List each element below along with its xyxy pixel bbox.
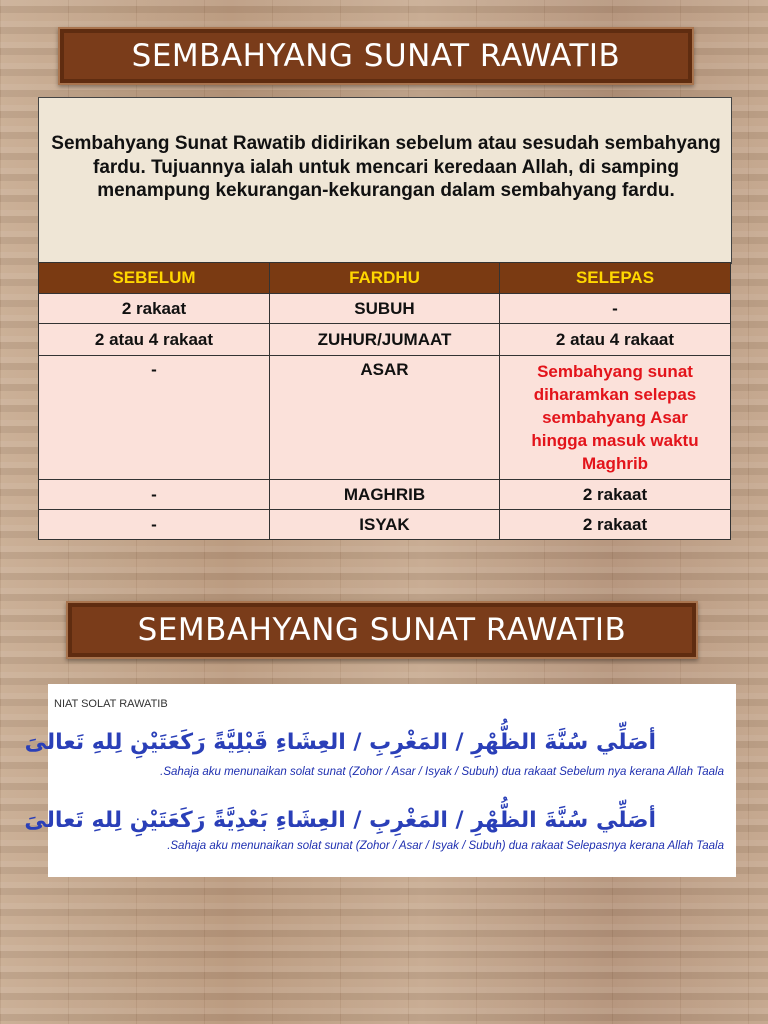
header-selepas: SELEPAS: [500, 263, 731, 294]
cell-fardhu: ZUHUR/JUMAAT: [270, 324, 500, 356]
cell-selepas: 2 atau 4 rakaat: [500, 324, 731, 356]
niat-arabic-qabliyah: أصَلِّي سُنَّةَ الظُّهْرِ / المَغْرِبِ / العِشَاءِ قَبْلِيَّةً رَكَعَتَيْنِ لِلهِ تَعالىَ: [24, 730, 656, 755]
table-row: [39, 324, 731, 356]
cell-fardhu: ASAR: [270, 356, 500, 480]
cell-sebelum: -: [39, 510, 270, 540]
cell-sebelum: 2 rakaat: [39, 294, 270, 324]
cell-selepas: 2 rakaat: [500, 510, 731, 540]
cell-fardhu: SUBUH: [270, 294, 500, 324]
title-banner-top: SEMBAHYANG SUNAT RAWATIB: [58, 27, 694, 85]
niat-translation-badiyah: .Sahaja aku menunaikan solat sunat (Zohor / Asar / Isyak / Subuh) dua rakaat Selepasnya kerana Allah Taala: [167, 840, 724, 852]
header-fardhu: FARDHU: [270, 263, 500, 294]
cell-selepas: 2 rakaat: [500, 480, 731, 510]
title-banner-bottom: SEMBAHYANG SUNAT RAWATIB: [66, 601, 698, 659]
cell-selepas: -: [500, 294, 731, 324]
table-row: [39, 510, 731, 540]
niat-translation-qabliyah: .Sahaja aku menunaikan solat sunat (Zohor / Asar / Isyak / Subuh) dua rakaat Sebelum nya kerana Allah Taala: [160, 766, 724, 778]
niat-title: NIAT SOLAT RAWATIB: [54, 698, 168, 710]
cell-sebelum: 2 atau 4 rakaat: [39, 324, 270, 356]
table-header-row: [39, 263, 731, 294]
intro-text: Sembahyang Sunat Rawatib didirikan sebelum atau sesudah sembahyang fardu. Tujuannya ialah untuk mencari keredaan Allah, di samping menampung kekurangan-kekurangan dalam sembahyang fardu.: [51, 133, 721, 201]
table-row: [39, 480, 731, 510]
table-row: [39, 294, 731, 324]
cell-fardhu: ISYAK: [270, 510, 500, 540]
rawatib-table: [38, 262, 731, 540]
header-sebelum: SEBELUM: [39, 263, 270, 294]
cell-fardhu: MAGHRIB: [270, 480, 500, 510]
table-row: [39, 356, 731, 480]
cell-selepas: [500, 356, 731, 480]
niat-arabic-badiyah: أصَلِّي سُنَّةَ الظُّهْرِ / المَغْرِبِ / العِشَاءِ بَعْدِيَّةً رَكَعَتَيْنِ لِلهِ تَعالىَ: [24, 808, 656, 833]
asar-warning-text: Sembahyang sunat diharamkan selepas sembahyang Asar hingga masuk waktu Maghrib: [531, 362, 699, 473]
cell-sebelum: -: [39, 480, 270, 510]
cell-sebelum: -: [39, 356, 270, 480]
niat-panel: [24, 684, 736, 877]
